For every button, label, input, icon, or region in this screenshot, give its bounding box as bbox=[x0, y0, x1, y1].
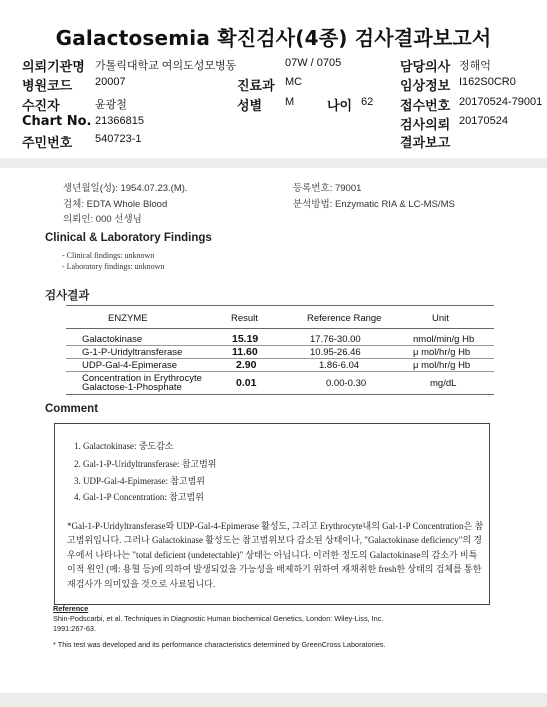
table-row-enzyme: G-1-P-Uridyltransferase bbox=[82, 347, 183, 358]
comment-item: 1. Galactokinase: 중도감소 bbox=[74, 441, 174, 451]
table-row-unit: mg/dL bbox=[430, 378, 457, 389]
bottom-band bbox=[0, 693, 547, 707]
specimen-text: 검체: EDTA Whole Blood bbox=[63, 199, 168, 210]
footnote: * This test was developed and its performance characteristics determined by GreenCross Laboratories. bbox=[53, 640, 386, 649]
row-rule bbox=[66, 358, 494, 359]
reference-heading: Reference bbox=[53, 604, 89, 613]
physician-value: 정해억 bbox=[459, 60, 491, 72]
reference-line: 1991:267-63. bbox=[53, 624, 97, 633]
chart-label: Chart No. bbox=[22, 114, 92, 129]
col-header-result: Result bbox=[231, 313, 258, 324]
table-top-rule bbox=[66, 305, 494, 306]
table-row-result: 15.19 bbox=[232, 333, 259, 345]
col-header-unit: Unit bbox=[432, 313, 449, 324]
reg-no-text: 등록번호: 79001 bbox=[293, 183, 362, 194]
table-bottom-rule bbox=[66, 394, 494, 395]
separator-band bbox=[0, 158, 547, 168]
sex-label: 성별 bbox=[237, 99, 263, 114]
lab-findings: - Laboratory findings: unknown bbox=[62, 262, 165, 271]
ward-value: 07W / 0705 bbox=[285, 57, 342, 69]
table-row-enzyme: Galactokinase bbox=[82, 334, 143, 345]
dept-label: 진료과 bbox=[237, 79, 275, 94]
table-row-range: 0.00-0.30 bbox=[326, 378, 367, 389]
institution-label: 의뢰기관명 bbox=[22, 60, 85, 75]
table-row-range: 10.95-26.46 bbox=[310, 347, 361, 358]
age-label: 나이 bbox=[327, 99, 353, 114]
row-rule bbox=[66, 345, 494, 346]
comment-paragraph: *Gal-1-P-Uridyltransferase와 UDP-Gal-4-Epimerase 활성도, 그리고 Erythrocyte내의 Gal-1-P Concentration은 참고범위입니다. 그러나 Galactokinase 활성도는 참고범위보다 감소된 상태이나, "Galactokinase deficiency"의 경우에서 나타나는 "total deficient (undetectable)" 상태는 아닙니다. 이러한 정도의 Galactokinase의 감소가 비특이적 원인 (예: 용혈 등)에 의하여 발생되었을 가능성을 배제하기 위하여 재채취한 fresh한 상태의 검체를 통한 재검사가 의미있을 것으로 사료됩니다. bbox=[67, 521, 484, 589]
rrn-value: 540723-1 bbox=[95, 133, 142, 145]
physician-label: 담당의사 bbox=[400, 60, 451, 75]
clinical-info-label: 임상정보 bbox=[400, 79, 451, 94]
request-label: 검사의뢰 bbox=[400, 118, 451, 133]
table-row-enzyme: UDP-Gal-4-Epimerase bbox=[82, 360, 178, 371]
request-value: 20170524 bbox=[459, 115, 508, 127]
dept-value: MC bbox=[285, 76, 303, 88]
table-row-range: 17.76-30.00 bbox=[310, 334, 361, 345]
table-row-unit: μ mol/hr/g Hb bbox=[413, 347, 471, 358]
method-text: 분석방법: Enzymatic RIA & LC-MS/MS bbox=[293, 199, 455, 210]
patient-value: 윤광철 bbox=[95, 99, 127, 111]
table-row-range: 1.86-6.04 bbox=[319, 360, 360, 371]
table-row-result: 2.90 bbox=[236, 359, 257, 371]
table-header-rule bbox=[66, 328, 494, 329]
comment-heading: Comment bbox=[45, 403, 99, 415]
age-value: 62 bbox=[361, 96, 374, 108]
comment-item: 4. Gal-1-P Concentration: 참고범위 bbox=[74, 492, 204, 502]
comment-item: 2. Gal-1-P-Uridyltransferase: 참고범위 bbox=[74, 459, 217, 469]
clinical-info-value: I162S0CR0 bbox=[459, 76, 516, 88]
table-row-unit: nmol/min/g Hb bbox=[413, 334, 475, 345]
row-rule bbox=[66, 371, 494, 372]
requester-text: 의뢰인: 000 선생님 bbox=[63, 214, 142, 225]
reference-line: Shin-Podscarbi, et al. Techniques in Diagnostic Human biochemical Genetics, London: Wiley-Liss, Inc. bbox=[53, 614, 384, 623]
institution-value: 가톨릭대학교 여의도성모병동 bbox=[95, 60, 237, 72]
hospital-code-value: 20007 bbox=[95, 76, 126, 88]
table-row-result: 0.01 bbox=[236, 377, 257, 389]
receipt-value: 20170524-79001 bbox=[459, 96, 543, 108]
table-row-enzyme-line1: Concentration in Erythrocyte bbox=[82, 373, 202, 384]
patient-label: 수진자 bbox=[22, 99, 60, 114]
result-report-label: 결과보고 bbox=[400, 136, 451, 151]
sex-value: M bbox=[285, 96, 295, 108]
comment-item: 3. UDP-Gal-4-Epimerase: 참고범위 bbox=[74, 476, 205, 486]
col-header-enzyme: ENZYME bbox=[108, 313, 148, 324]
col-header-range: Reference Range bbox=[307, 313, 382, 324]
hospital-code-label: 병원코드 bbox=[22, 79, 73, 94]
dob-text: 생년월일(성): 1954.07.23.(M). bbox=[63, 183, 188, 194]
table-row-unit: μ mol/hr/g Hb bbox=[413, 360, 471, 371]
clinical-findings: - Clinical findings: unknown bbox=[62, 251, 155, 260]
table-row-result: 11.60 bbox=[232, 346, 258, 358]
receipt-label: 접수번호 bbox=[400, 99, 451, 114]
table-row-enzyme-line2: Galactose-1-Phosphate bbox=[82, 382, 182, 393]
rrn-label: 주민번호 bbox=[22, 136, 73, 151]
report-title: Galactosemia 확진검사(4종) 검사결과보고서 bbox=[55, 26, 492, 50]
results-heading: 검사결과 bbox=[45, 290, 90, 302]
chart-value: 21366815 bbox=[95, 115, 144, 127]
clinical-heading: Clinical & Laboratory Findings bbox=[45, 232, 212, 244]
